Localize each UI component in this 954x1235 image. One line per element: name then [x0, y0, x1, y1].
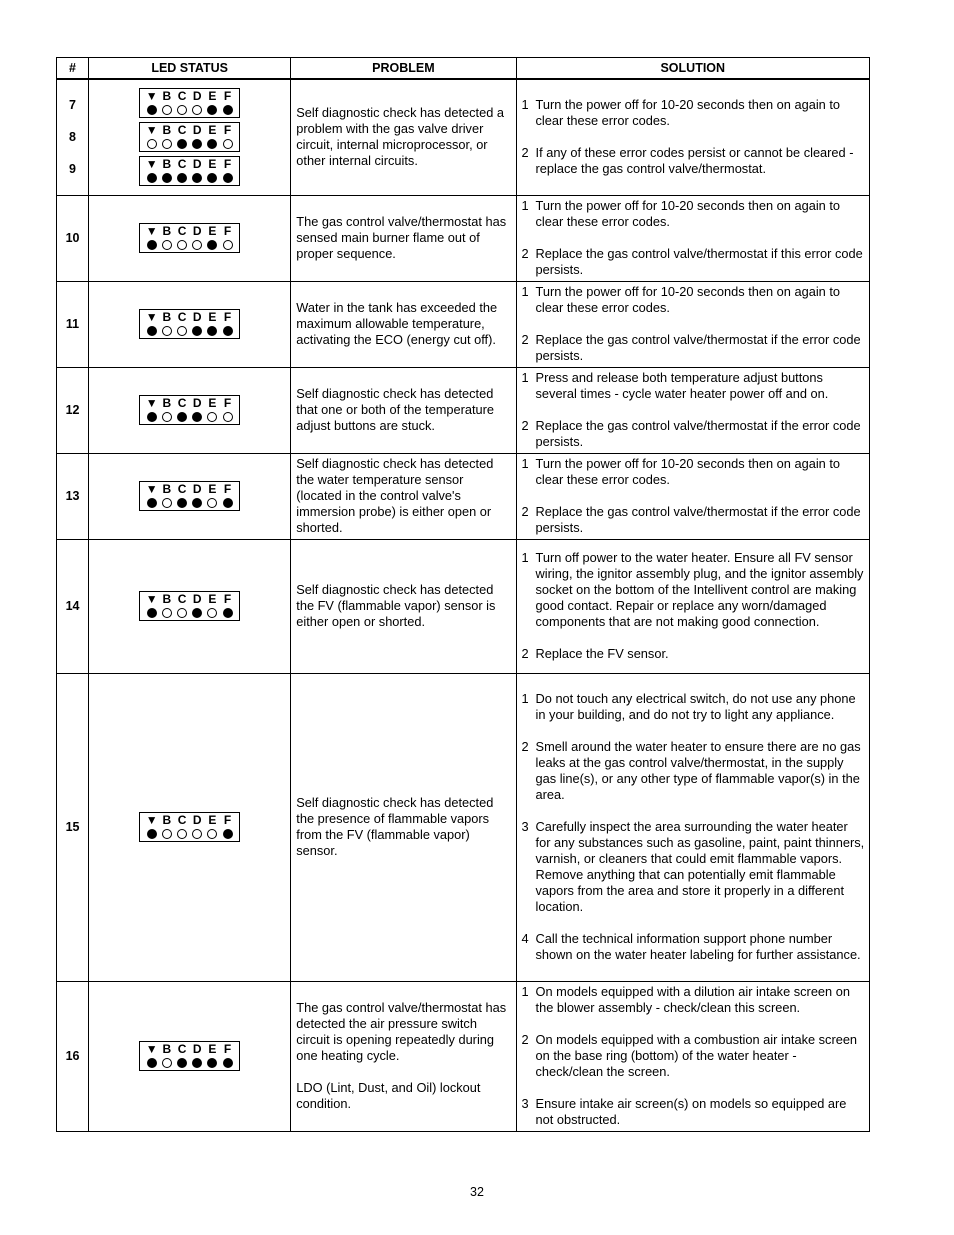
led-labels [140, 123, 239, 137]
led-status-cell [89, 367, 291, 453]
error-code-number: 13 [65, 489, 80, 503]
solution-step-number: 1 [521, 550, 529, 565]
led-label: C [177, 123, 187, 138]
header-led-status: LED STATUS [89, 58, 291, 80]
solution-step [522, 819, 865, 915]
solution-step [522, 418, 865, 450]
solution-step-number: 1 [521, 456, 529, 471]
error-code-number: 7 [69, 98, 76, 113]
solution-step-text: Replace the FV sensor. [535, 646, 669, 661]
led-dot-off [207, 829, 217, 839]
led-status-cell [89, 453, 291, 539]
led-indicator-panel [139, 223, 240, 253]
led-indicator-panel [139, 88, 240, 118]
triangle-down-icon: ▼ [145, 482, 158, 496]
led-dot-off [147, 139, 157, 149]
error-code-cell [57, 195, 89, 281]
page-number: 32 [470, 1185, 484, 1199]
led-dot-off [223, 240, 233, 250]
led-status-cell [89, 281, 291, 367]
led-dot-on [207, 1058, 217, 1068]
led-dot-on [177, 173, 187, 183]
led-dot-off [162, 105, 172, 115]
table-row [57, 981, 870, 1131]
solution-step [522, 332, 865, 364]
led-status-cell [89, 539, 291, 673]
led-dot-on [223, 829, 233, 839]
led-label: B [162, 813, 172, 827]
solution-step-number: 1 [521, 691, 529, 706]
led-label: D [192, 396, 202, 410]
led-label: D [192, 224, 202, 238]
led-dot-on [147, 326, 157, 336]
led-label: B [162, 1042, 172, 1056]
led-indicator-panel [139, 591, 240, 621]
led-label: F [223, 1042, 232, 1056]
error-code-cell [57, 281, 89, 367]
led-dot-on [162, 173, 172, 183]
led-status-cell [89, 195, 291, 281]
led-label: B [162, 89, 172, 104]
led-dot-on [207, 139, 217, 149]
error-code-number: 12 [65, 403, 80, 417]
error-code-number: 9 [69, 162, 76, 177]
solution-step-number: 4 [521, 931, 529, 946]
solution-cell [516, 281, 869, 367]
solution-step [522, 691, 865, 723]
led-labels [140, 813, 239, 827]
led-labels [140, 89, 239, 103]
led-label: E [208, 89, 217, 104]
led-dot-off [207, 498, 217, 508]
led-label: B [162, 396, 172, 410]
error-code-number: 16 [65, 1049, 80, 1063]
led-label: F [223, 224, 232, 238]
led-label: E [208, 1042, 217, 1056]
problem-cell [291, 79, 516, 195]
led-dots [140, 137, 239, 151]
led-dot-on [192, 173, 202, 183]
solution-step-text: Carefully inspect the area surrounding the water heater for any substances such as gasoline, paint, paint thinners, varnish, or cleaners that could emit flammable vapors. Remove anything that can potentially emit flammable vapors from the area and store it properly in a different location. [535, 819, 865, 914]
table-row [57, 673, 870, 981]
error-code-cell [57, 453, 89, 539]
solution-step-text: On models equipped with a combustion air intake screen on the base ring (bottom) of the water heater - check/clean the screen. [535, 1032, 858, 1079]
led-dots [140, 410, 239, 424]
problem-text: Self diagnostic check has detected the water temperature sensor (located in the control valve's immersion probe) is either open or shorted. [296, 456, 494, 535]
table-body [57, 79, 870, 1131]
led-indicator-panel [139, 156, 240, 186]
solution-step-number: 3 [521, 819, 529, 834]
solution-step-text: Call the technical information support phone number shown on the water heater labeling for further assistance. [535, 931, 861, 962]
led-label: E [208, 482, 217, 496]
led-dot-off [162, 412, 172, 422]
led-label: D [192, 310, 202, 324]
led-label: E [208, 157, 217, 172]
led-label: C [177, 396, 187, 410]
led-dots [140, 324, 239, 338]
triangle-down-icon: ▼ [145, 396, 158, 410]
led-label: F [223, 813, 232, 827]
error-code-cell [57, 981, 89, 1131]
solution-step [522, 504, 865, 536]
led-dots [140, 103, 239, 117]
led-label: D [192, 592, 202, 606]
led-indicator-panel [139, 481, 240, 511]
solution-step [522, 984, 865, 1016]
problem-text: The gas control valve/thermostat has detected the air pressure switch circuit is opening repeatedly during one heating cycle. [296, 1000, 507, 1063]
led-dot-off [177, 105, 187, 115]
led-dot-on [192, 139, 202, 149]
led-label: E [208, 224, 217, 238]
error-code-number: 15 [65, 820, 80, 834]
led-dot-off [162, 326, 172, 336]
solution-step-text: Turn the power off for 10-20 seconds then on again to clear these error codes. [535, 284, 841, 315]
led-label: B [162, 482, 172, 496]
led-label: F [223, 592, 232, 606]
problem-text: LDO (Lint, Dust, and Oil) lockout condition. [296, 1080, 481, 1111]
solution-step-text: Turn off power to the water heater. Ensure all FV sensor wiring, the ignitor assembly plug, and the ignitor assembly socket on the bottom of the Intellivent control are making good contact. Repair or replace any worn/damaged components that are not making good connection. [535, 550, 864, 629]
solution-step-number: 2 [521, 145, 529, 161]
solution-step-number: 2 [521, 332, 529, 347]
diagnostic-table [56, 57, 870, 1132]
led-label: C [177, 224, 187, 238]
solution-step-text: Press and release both temperature adjust buttons several times - cycle water heater power off and on. [535, 370, 829, 401]
table-header-row [57, 58, 870, 80]
led-labels [140, 592, 239, 606]
led-label: E [208, 592, 217, 606]
led-dot-on [192, 608, 202, 618]
led-dots [140, 171, 239, 185]
error-code-number: 8 [69, 130, 76, 145]
led-dot-off [192, 240, 202, 250]
led-label: B [162, 157, 172, 172]
led-label: D [192, 123, 202, 138]
triangle-down-icon: ▼ [145, 310, 158, 324]
solution-step-text: Turn the power off for 10-20 seconds then on again to clear these error codes. [535, 198, 841, 229]
solution-step-number: 1 [521, 284, 529, 299]
led-label: D [192, 1042, 202, 1056]
led-label: B [162, 123, 172, 138]
solution-step-number: 3 [521, 1096, 529, 1111]
solution-cell [516, 539, 869, 673]
solution-cell [516, 79, 869, 195]
led-label: F [223, 310, 232, 324]
led-dot-off [177, 608, 187, 618]
solution-cell [516, 981, 869, 1131]
led-dot-on [207, 240, 217, 250]
led-label: B [162, 592, 172, 606]
triangle-down-icon: ▼ [145, 89, 158, 104]
problem-text: Water in the tank has exceeded the maximum allowable temperature, activating the ECO (energy cut off). [296, 300, 498, 347]
led-labels [140, 224, 239, 238]
led-label: B [162, 224, 172, 238]
led-dot-on [223, 173, 233, 183]
led-label: C [177, 310, 187, 324]
triangle-down-icon: ▼ [145, 813, 158, 827]
error-code-cell [57, 367, 89, 453]
solution-step [522, 456, 865, 488]
problem-text: The gas control valve/thermostat has sensed main burner flame out of proper sequence. [296, 214, 507, 261]
led-dot-off [223, 139, 233, 149]
led-dot-on [223, 326, 233, 336]
table-row [57, 195, 870, 281]
led-dot-off [162, 139, 172, 149]
solution-cell [516, 195, 869, 281]
solution-step-text: Do not touch any electrical switch, do not use any phone in your building, and do not try to light any appliance. [535, 691, 856, 722]
solution-cell [516, 673, 869, 981]
led-indicator-panel [139, 309, 240, 339]
problem-cell [291, 367, 516, 453]
solution-step-text: Replace the gas control valve/thermostat if this error code persists. [535, 246, 863, 277]
table-row [57, 367, 870, 453]
led-label: D [192, 89, 202, 104]
solution-step [522, 284, 865, 316]
led-label: F [223, 396, 232, 410]
led-dot-off [162, 240, 172, 250]
problem-cell [291, 539, 516, 673]
led-label: E [208, 123, 217, 138]
led-labels [140, 482, 239, 496]
solution-step [522, 97, 865, 129]
header-problem: PROBLEM [291, 58, 516, 80]
solution-step-number: 2 [521, 1032, 529, 1047]
led-label: B [162, 310, 172, 324]
solution-step-text: Replace the gas control valve/thermostat if the error code persists. [535, 418, 861, 449]
table-row [57, 539, 870, 673]
led-label: C [177, 157, 187, 172]
solution-step-text: Turn the power off for 10-20 seconds then on again to clear these error codes. [535, 97, 841, 129]
problem-cell [291, 195, 516, 281]
solution-step-number: 2 [521, 418, 529, 433]
led-labels [140, 157, 239, 171]
error-code-cell [57, 79, 89, 195]
problem-text: Self diagnostic check has detected a problem with the gas valve driver circuit, internal microprocessor, or other internal circuits. [296, 105, 504, 169]
problem-cell [291, 281, 516, 367]
error-code-number: 11 [65, 317, 80, 331]
led-dot-on [192, 1058, 202, 1068]
solution-step-text: On models equipped with a dilution air intake screen on the blower assembly - check/clean this screen. [535, 984, 850, 1015]
led-dot-on [147, 829, 157, 839]
solution-step-number: 2 [521, 646, 529, 661]
led-dot-on [147, 498, 157, 508]
header-number: # [57, 58, 89, 80]
solution-step [522, 145, 865, 177]
led-dot-off [162, 1058, 172, 1068]
led-dot-on [207, 105, 217, 115]
led-dot-off [223, 412, 233, 422]
led-labels [140, 1042, 239, 1056]
led-dot-on [177, 139, 187, 149]
led-dot-off [207, 412, 217, 422]
led-dot-off [177, 829, 187, 839]
solution-step [522, 198, 865, 230]
error-code-number: 14 [65, 599, 80, 613]
solution-step [522, 739, 865, 803]
solution-step-number: 2 [521, 504, 529, 519]
solution-step [522, 1032, 865, 1080]
solution-step-number: 2 [521, 246, 529, 261]
led-dot-on [147, 608, 157, 618]
led-label: C [177, 482, 187, 496]
led-status-cell [89, 79, 291, 195]
led-dot-on [192, 326, 202, 336]
led-dot-off [192, 105, 202, 115]
led-dot-on [192, 498, 202, 508]
solution-step-text: Replace the gas control valve/thermostat if the error code persists. [535, 332, 861, 363]
solution-step [522, 550, 865, 630]
led-dot-off [162, 498, 172, 508]
led-status-cell [89, 673, 291, 981]
led-dots [140, 496, 239, 510]
solution-step-text: Ensure intake air screen(s) on models so equipped are not obstructed. [535, 1096, 847, 1127]
solution-step-number: 1 [521, 198, 529, 213]
solution-step-text: Smell around the water heater to ensure there are no gas leaks at the gas control valve/thermostat, in the supply gas line(s), or any other type of flammable vapor(s) in the area. [535, 739, 861, 802]
solution-step-text: Replace the gas control valve/thermostat if the error code persists. [535, 504, 861, 535]
led-dot-on [223, 1058, 233, 1068]
led-dot-on [207, 326, 217, 336]
led-dot-on [177, 498, 187, 508]
led-dot-off [177, 326, 187, 336]
led-dot-on [223, 608, 233, 618]
solution-step [522, 646, 865, 662]
solution-step [522, 370, 865, 402]
triangle-down-icon: ▼ [145, 592, 158, 606]
led-dots [140, 238, 239, 252]
led-label: F [223, 482, 232, 496]
led-labels [140, 396, 239, 410]
led-dot-off [177, 240, 187, 250]
problem-cell [291, 453, 516, 539]
solution-step-text: Turn the power off for 10-20 seconds then on again to clear these error codes. [535, 456, 841, 487]
problem-text: Self diagnostic check has detected the FV (flammable vapor) sensor is either open or shorted. [296, 582, 496, 629]
led-dot-on [207, 173, 217, 183]
solution-cell [516, 453, 869, 539]
led-indicator-panel [139, 122, 240, 152]
led-dots [140, 1056, 239, 1070]
solution-step-number: 1 [521, 984, 529, 999]
led-dot-on [192, 412, 202, 422]
led-label: C [177, 89, 187, 104]
led-label: F [223, 123, 232, 138]
problem-text: Self diagnostic check has detected the presence of flammable vapors from the FV (flammable vapor) sensor. [296, 795, 494, 858]
led-label: C [177, 813, 187, 827]
solution-step [522, 1096, 865, 1128]
led-dot-on [147, 412, 157, 422]
led-label: E [208, 813, 217, 827]
led-dots [140, 827, 239, 841]
header-solution: SOLUTION [516, 58, 869, 80]
triangle-down-icon: ▼ [145, 1042, 158, 1056]
led-dot-off [192, 829, 202, 839]
led-dot-on [147, 173, 157, 183]
solution-step [522, 246, 865, 278]
triangle-down-icon: ▼ [145, 224, 158, 238]
error-code-cell [57, 539, 89, 673]
led-label: E [208, 396, 217, 410]
solution-cell [516, 367, 869, 453]
led-label: D [192, 482, 202, 496]
led-label: D [192, 813, 202, 827]
led-label: F [223, 157, 232, 172]
led-indicator-panel [139, 1041, 240, 1071]
led-dot-on [147, 1058, 157, 1068]
solution-step-text: If any of these error codes persist or cannot be cleared - replace the gas control valve/thermostat. [535, 145, 854, 177]
table-row [57, 79, 870, 195]
solution-step-number: 1 [521, 97, 529, 113]
led-dot-off [162, 608, 172, 618]
led-dot-off [207, 608, 217, 618]
table-row [57, 453, 870, 539]
led-label: C [177, 592, 187, 606]
led-dot-on [147, 105, 157, 115]
problem-text: Self diagnostic check has detected that one or both of the temperature adjust buttons are stuck. [296, 386, 495, 433]
triangle-down-icon: ▼ [145, 123, 158, 138]
table-row [57, 281, 870, 367]
led-indicator-panel [139, 395, 240, 425]
solution-step-number: 2 [521, 739, 529, 754]
solution-step-number: 1 [521, 370, 529, 385]
led-status-cell [89, 981, 291, 1131]
triangle-down-icon: ▼ [145, 157, 158, 172]
led-dot-on [223, 105, 233, 115]
led-labels [140, 310, 239, 324]
solution-step [522, 931, 865, 963]
led-dot-on [177, 1058, 187, 1068]
led-dots [140, 606, 239, 620]
led-label: D [192, 157, 202, 172]
problem-cell [291, 673, 516, 981]
error-code-number: 10 [65, 231, 80, 245]
led-dot-off [162, 829, 172, 839]
led-dot-on [147, 240, 157, 250]
problem-cell [291, 981, 516, 1131]
led-dot-on [223, 498, 233, 508]
led-dot-on [177, 412, 187, 422]
led-label: E [208, 310, 217, 324]
led-label: C [177, 1042, 187, 1056]
led-label: F [223, 89, 232, 104]
led-indicator-panel [139, 812, 240, 842]
error-code-cell [57, 673, 89, 981]
